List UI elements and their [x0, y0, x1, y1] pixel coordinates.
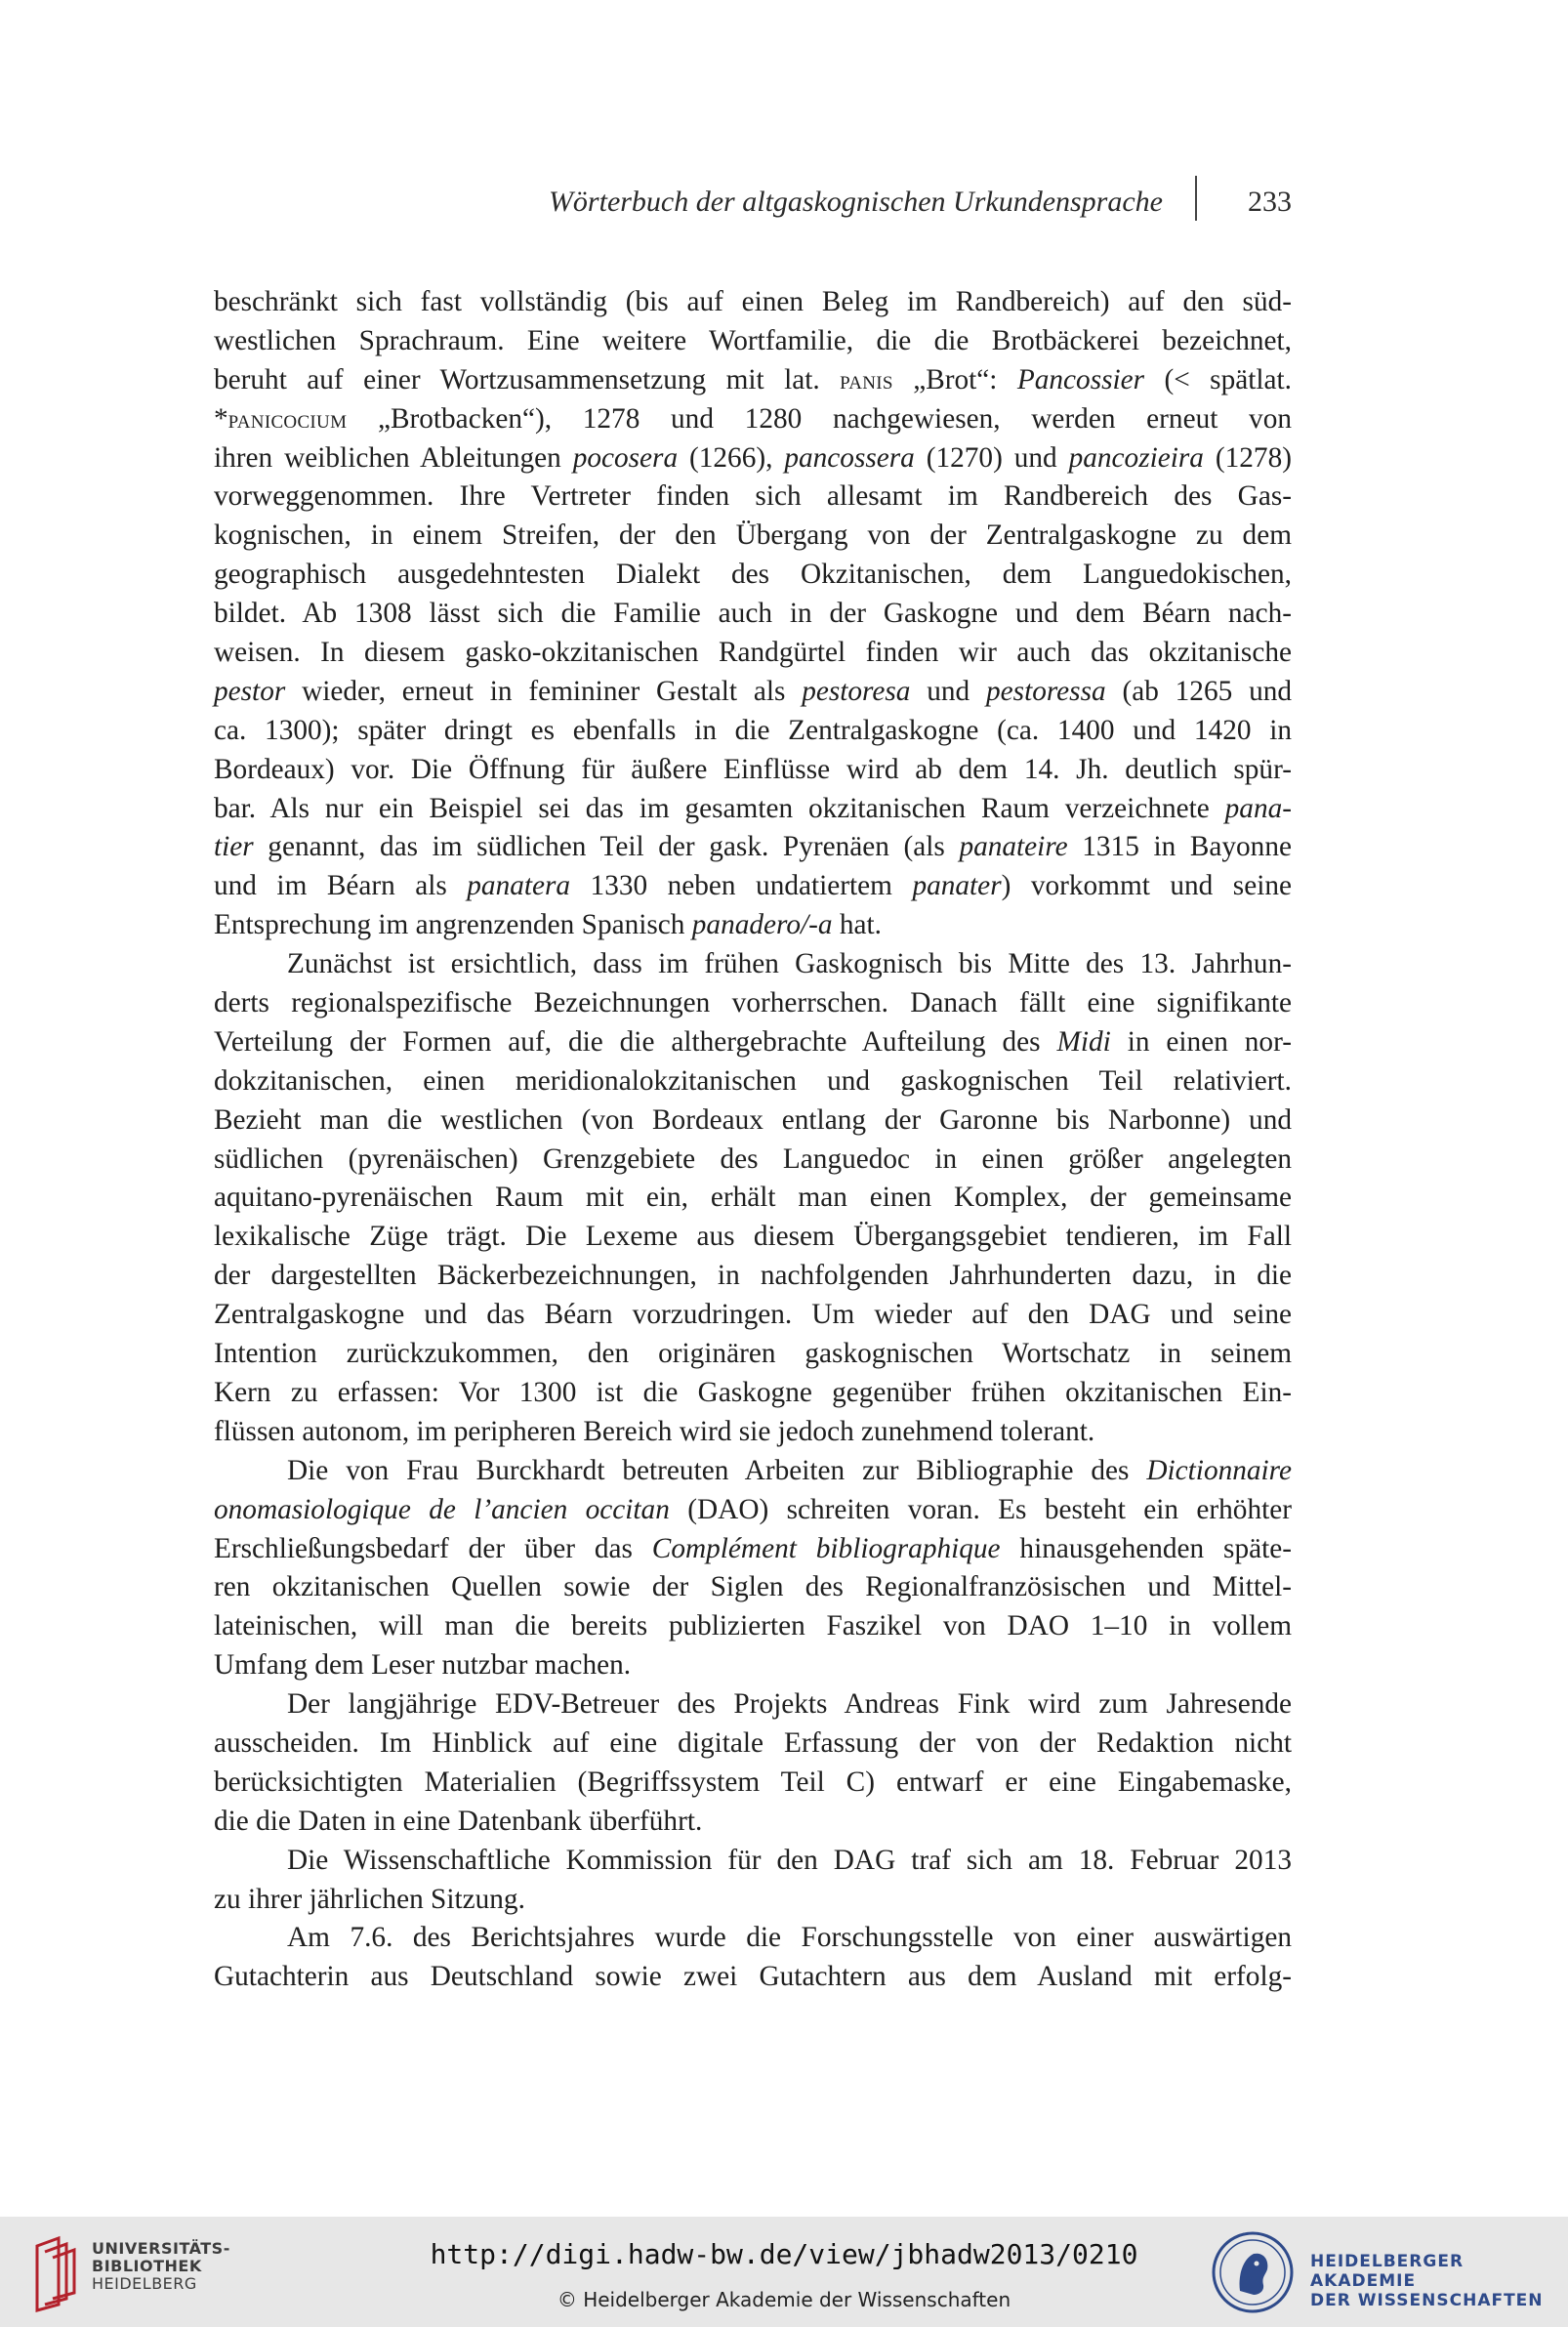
text-run: berücksichtigten Materialien (Begriffssystem Teil C) entwarf er eine Eingabemaske,	[214, 1766, 1292, 1798]
text-line	[214, 322, 1292, 361]
text-run: flüssen autonom, im peripheren Bereich wird sie jedoch zunehmend tolerant.	[214, 1415, 1095, 1447]
italic-term: panateire	[959, 831, 1068, 863]
text-line	[214, 1101, 1292, 1141]
italic-term: pestoresa	[802, 675, 911, 707]
text-line	[214, 361, 1292, 400]
text-line	[214, 595, 1292, 634]
text-run: Bordeaux) vor. Die Öffnung für äußere Einflüsse wird ab dem 14. Jh. deutlich spür-	[214, 753, 1292, 785]
text-line	[214, 1023, 1292, 1062]
italic-term: onomasiologique de l’ancien occitan	[214, 1493, 670, 1525]
italic-term: panadero/-a	[691, 909, 833, 941]
text-line	[214, 751, 1292, 790]
text-run: ihren weiblichen Ableitungen	[214, 441, 573, 474]
text-line	[214, 1646, 1292, 1685]
text-line	[214, 1257, 1292, 1296]
text-run: beschränkt sich fast vollständig (bis auf einen Beleg im Randbereich) auf den süd-	[214, 286, 1292, 317]
text-run: Am 7.6. des Berichtsjahres wurde die Forschungsstelle von einer auswärtigen	[287, 1922, 1292, 1954]
copyright-notice: © Heidelberger Akademie der Wissenschaften	[557, 2288, 1011, 2311]
text-line	[214, 1919, 1292, 1958]
text-line	[214, 478, 1292, 517]
text-line	[214, 1803, 1292, 1842]
text-run: 1330 neben undatiertem	[570, 870, 913, 902]
text-run: (DAO) schreiten voran. Es besteht ein erhöhter	[669, 1493, 1292, 1525]
text-line	[214, 400, 1292, 439]
text-line	[214, 1607, 1292, 1646]
text-run: derts regionalspezifische Bezeichnungen vorherrschen. Danach fällt eine signifikante	[214, 987, 1292, 1019]
small-caps-term: panis	[840, 364, 893, 395]
text-line	[214, 283, 1292, 322]
text-run: vorweggenommen. Ihre Vertreter finden sich allesamt im Randbereich des Gas-	[214, 480, 1292, 513]
text-run: kognischen, in einem Streifen, der den Übergang von der Zentralgaskogne zu dem	[214, 519, 1292, 552]
text-line	[214, 1062, 1292, 1101]
text-run: bar. Als nur ein Beispiel sei das im gesamten okzitanischen Raum verzeichnete	[214, 792, 1225, 824]
italic-term: pestoressa	[986, 675, 1106, 707]
academy-line-2: DER WISSENSCHAFTEN	[1310, 2291, 1544, 2310]
text-line	[214, 634, 1292, 673]
text-line	[214, 1179, 1292, 1218]
text-run: geographisch ausgedehntesten Dialekt des Okzitanischen, dem Languedokischen,	[214, 559, 1292, 591]
text-line	[214, 1218, 1292, 1257]
text-run: Gutachterin aus Deutschland sowie zwei Gutachtern aus dem Ausland mit erfolg-	[214, 1961, 1292, 1993]
text-run: und	[910, 675, 987, 707]
text-line	[214, 790, 1292, 829]
text-line	[214, 1141, 1292, 1180]
italic-term: pocosera	[572, 441, 679, 474]
running-header	[214, 176, 1292, 234]
text-run: südlichen (pyrenäischen) Grenzgebiete des Languedoc in einen größer angelegten	[214, 1143, 1292, 1175]
italic-term: panater	[912, 870, 1002, 902]
text-line	[214, 1452, 1292, 1491]
italic-term: Midi	[1056, 1025, 1111, 1058]
text-line	[214, 867, 1292, 906]
text-run: ausscheiden. Im Hinblick auf eine digitale Erfassung der von der Redaktion nicht	[214, 1726, 1292, 1759]
text-run: 1315 in Bayonne	[1067, 831, 1292, 863]
italic-term: tier	[214, 831, 254, 863]
footer-bar	[0, 2217, 1568, 2327]
italic-term: pancossera	[784, 441, 915, 474]
text-line	[214, 906, 1292, 945]
text-line	[214, 1881, 1292, 1920]
text-run: Zentralgaskogne und das Béarn vorzudringen. Um wieder auf den DAG und seine	[214, 1299, 1292, 1331]
text-run: und im Béarn als	[214, 870, 468, 902]
text-run: die die Daten in eine Datenbank überführt.	[214, 1805, 703, 1837]
text-run: Intention zurückzukommen, den originären gaskognischen Wortschatz in seinem	[214, 1338, 1292, 1370]
text-run: Der langjährige EDV-Betreuer des Projekts Andreas Fink wird zum Jahresende	[287, 1688, 1292, 1721]
academy-line-1: HEIDELBERGER AKADEMIE	[1310, 2252, 1465, 2291]
text-line	[214, 712, 1292, 751]
text-run: (1278)	[1203, 441, 1292, 474]
text-run: wieder, erneut in femininer Gestalt als	[285, 675, 803, 707]
text-run: lexikalische Züge trägt. Die Lexeme aus diesem Übergangsgebiet tendieren, im Fall	[214, 1221, 1292, 1253]
text-line	[214, 1335, 1292, 1374]
ub-line-1: UNIVERSITÄTS-	[92, 2239, 230, 2258]
italic-term: Pancossier	[1016, 363, 1145, 395]
ub-line-2: BIBLIOTHEK	[92, 2257, 202, 2275]
body-text	[214, 283, 1292, 1997]
text-line	[214, 439, 1292, 478]
text-run: ca. 1300); später dringt es ebenfalls in die Zentralgaskogne (ca. 1400 und 1420 in	[214, 714, 1292, 746]
text-line	[214, 1958, 1292, 1997]
text-run: Die von Frau Burckhardt betreuten Arbeiten zur Bibliographie des	[287, 1454, 1147, 1486]
text-line	[214, 1530, 1292, 1569]
text-run: Die Wissenschaftliche Kommission für den DAG traf sich am 18. Februar 2013	[287, 1844, 1292, 1876]
text-run: „Brotbacken“), 1278 und 1280 nachgewiesen, werden erneut von	[347, 402, 1292, 435]
text-line	[214, 556, 1292, 595]
text-run: der dargestellten Bäckerbezeichnungen, in nachfolgenden Jahrhunderten dazu, in die	[214, 1260, 1292, 1292]
text-run: in einen nor-	[1110, 1025, 1292, 1058]
italic-term: pestor	[214, 675, 286, 707]
text-run: Verteilung der Formen auf, die die althergebrachte Aufteilung des	[214, 1025, 1057, 1058]
text-run: hinausgehenden späte-	[1000, 1532, 1292, 1564]
text-run: (1270) und	[914, 441, 1069, 474]
text-line	[214, 1296, 1292, 1335]
text-run: Bezieht man die westlichen (von Bordeaux entlang der Garonne bis Narbonne) und	[214, 1103, 1292, 1136]
text-run: „Brot“:	[892, 363, 1017, 395]
text-line	[214, 517, 1292, 556]
text-run: beruht auf einer Wortzusammensetzung mit lat.	[214, 363, 841, 395]
text-run: westlichen Sprachraum. Eine weitere Wortfamilie, die die Brotbäckerei bezeichnet,	[214, 324, 1292, 356]
text-run: (1266),	[678, 441, 785, 474]
academy-name	[1310, 2252, 1568, 2310]
text-run: ) vorkommt und seine	[1001, 870, 1292, 902]
text-run: (< spätlat.	[1144, 363, 1292, 395]
text-run: bildet. Ab 1308 lässt sich die Familie auch in der Gaskogne und dem Béarn nach-	[214, 598, 1292, 630]
ub-line-3: HEIDELBERG	[92, 2274, 197, 2293]
text-run: lateinischen, will man die bereits publizierten Faszikel von DAO 1–10 in vollem	[214, 1610, 1292, 1642]
text-line	[214, 945, 1292, 984]
running-title: Wörterbuch der altgaskognischen Urkundensprache	[548, 186, 1163, 218]
text-run: Kern zu erfassen: Vor 1300 ist die Gaskogne gegenüber frühen okzitanischen Ein-	[214, 1376, 1292, 1408]
text-run: hat.	[832, 909, 882, 941]
page-number: 233	[1248, 186, 1292, 218]
italic-term: pana-	[1224, 792, 1292, 824]
italic-term: pancozieira	[1068, 441, 1204, 474]
header-divider	[1195, 176, 1197, 221]
academy-seal-icon	[1211, 2230, 1295, 2314]
text-line	[214, 1374, 1292, 1413]
text-run: aquitano-pyrenäischen Raum mit ein, erhält man einen Komplex, der gemeinsame	[214, 1182, 1292, 1214]
text-run: *	[214, 402, 228, 435]
text-line	[214, 1764, 1292, 1803]
italic-term: panatera	[467, 870, 571, 902]
italic-term: Complément bibliographique	[651, 1532, 1001, 1564]
source-url-link[interactable]: http://digi.hadw-bw.de/view/jbhadw2013/0210	[430, 2238, 1138, 2270]
text-run: Entsprechung im angrenzenden Spanisch	[214, 909, 692, 941]
text-run: Zunächst ist ersichtlich, dass im frühen Gaskognisch bis Mitte des 13. Jahrhun-	[287, 948, 1292, 980]
text-run: genannt, das im südlichen Teil der gask. Pyrenäen (als	[253, 831, 960, 863]
text-line	[214, 1568, 1292, 1607]
text-line	[214, 984, 1292, 1023]
text-run: weisen. In diesem gasko-okzitanischen Randgürtel finden wir auch das okzitanische	[214, 637, 1292, 669]
small-caps-term: panicocium	[227, 403, 348, 434]
text-line	[214, 673, 1292, 712]
text-run: (ab 1265 und	[1105, 675, 1293, 707]
text-run: Umfang dem Leser nutzbar machen.	[214, 1649, 632, 1682]
text-run: ren okzitanischen Quellen sowie der Siglen des Regionalfranzösischen und Mittel-	[214, 1571, 1292, 1603]
text-run: Erschließungsbedarf der über das	[214, 1532, 652, 1564]
text-line	[214, 1724, 1292, 1764]
text-run: zu ihrer jährlichen Sitzung.	[214, 1883, 525, 1915]
text-line	[214, 828, 1292, 867]
text-line	[214, 1685, 1292, 1724]
text-line	[214, 1491, 1292, 1530]
text-run: dokzitanischen, einen meridionalokzitanischen und gaskognischen Teil relativiert.	[214, 1064, 1292, 1097]
text-line	[214, 1413, 1292, 1452]
text-line	[214, 1842, 1292, 1881]
italic-term: Dictionnaire	[1146, 1454, 1292, 1486]
